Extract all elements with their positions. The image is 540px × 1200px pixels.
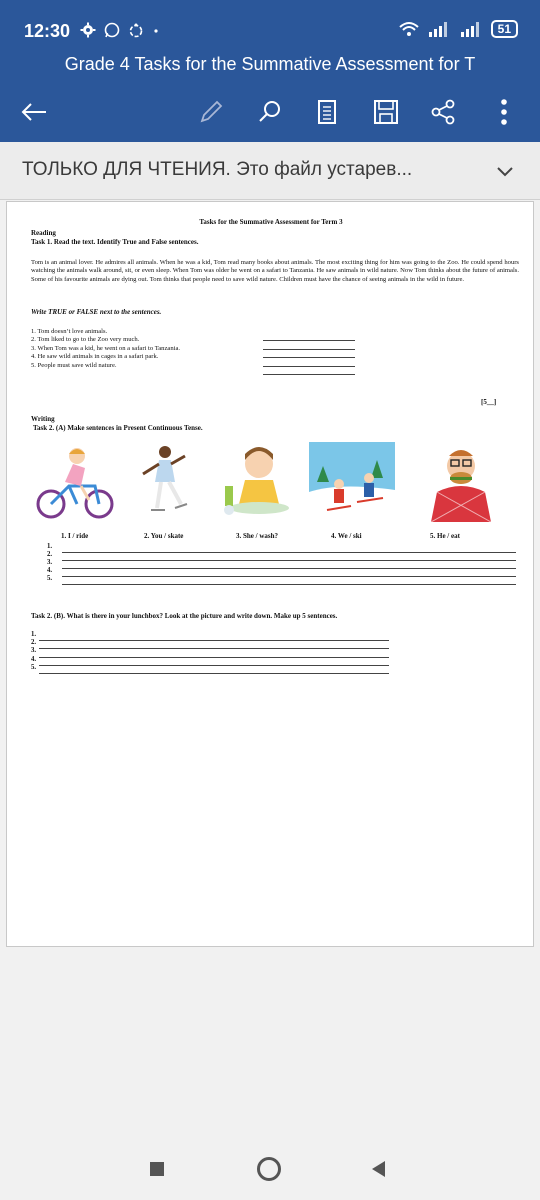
statement-item: 3. When Tom was a kid, he went on a safari to Tanzania.: [31, 344, 181, 352]
answer-line: [62, 561, 516, 569]
save-icon[interactable]: [368, 94, 404, 130]
answer-line: [263, 333, 355, 341]
more-icon[interactable]: [486, 94, 522, 130]
toolbar: [0, 90, 540, 130]
answer-line: [39, 641, 389, 649]
picture-label: 4. We / ski: [331, 532, 362, 540]
gear-icon: [80, 22, 96, 38]
line-number: 2.: [47, 551, 53, 558]
task2b-answer-lines: [39, 633, 389, 674]
answer-line: [39, 666, 389, 674]
task2a-numbers: [47, 543, 52, 583]
battery-indicator: 51: [491, 20, 518, 38]
statement-item: 1. Tom doesn’t love animals.: [31, 328, 108, 335]
line-number: 2.: [31, 639, 37, 647]
section-writing-heading: Writing: [31, 415, 55, 423]
line-number: 5.: [31, 663, 37, 671]
true-false-instruction: Write TRUE or FALSE next to the sentences.: [31, 308, 162, 316]
line-number: 3.: [31, 647, 37, 655]
score-box: [5__]: [481, 398, 497, 406]
home-circle-icon[interactable]: [254, 1154, 284, 1184]
girl-riding-bike-picture: [35, 442, 121, 522]
back-arrow-icon[interactable]: [16, 94, 52, 130]
chevron-down-icon[interactable]: [494, 160, 516, 182]
statement-item: 2. Tom liked to go to the Zoo very much.: [31, 336, 140, 344]
task2b-numbers: [31, 631, 36, 672]
answer-line: [263, 367, 355, 375]
sync-icon: [128, 22, 144, 38]
read-only-banner-text: ТОЛЬКО ДЛЯ ЧТЕНИЯ. Это файл устарев...: [22, 159, 413, 180]
document-title: Grade 4 Tasks for the Summative Assessment for T: [64, 54, 476, 74]
line-number: 4.: [47, 567, 53, 574]
picture-label: 3. She / wash?: [236, 532, 279, 540]
answer-line: [39, 633, 389, 641]
whatsapp-icon: [104, 22, 120, 38]
wifi-icon: [399, 21, 419, 37]
picture-label: 5. He / eat: [430, 532, 460, 540]
search-icon[interactable]: [252, 94, 288, 130]
statement-item: 4. He saw wild animals in cages in a safari park.: [31, 353, 159, 361]
line-number: 5.: [47, 575, 53, 582]
line-number: 4.: [31, 655, 37, 663]
signal-icon: [427, 21, 451, 37]
task2a-heading: Task 2. (A) Make sentences in Present Continuous Tense.: [33, 424, 203, 432]
answer-line: [263, 341, 355, 349]
recents-square-icon[interactable]: [142, 1154, 172, 1184]
statement-item: 5. People must save wild nature.: [31, 361, 117, 369]
answer-line: [39, 649, 389, 657]
document-page[interactable]: [6, 201, 534, 947]
girl-skating-picture: [125, 442, 211, 522]
girl-washing-picture: [215, 442, 301, 522]
reading-paragraph: Tom is an animal lover. He admires all animals. When he was a kid, Tom read many books about animals. The most exciting thing for him was going to the Zoo. He could spend hours watching the animals walk around, sit, or even sleep. When Tom was older he went on a safari to Tanzania. He saw animals in wild nature. Now Tom thinks about the future of animals. Some of his favourite animals are dying out. Tom thinks that people need to save wild nature. Children must have the chance of seeing animals in the wild in future.: [31, 259, 519, 283]
answer-lines: [263, 333, 355, 375]
back-triangle-icon[interactable]: [364, 1154, 394, 1184]
answer-line: [263, 350, 355, 358]
answer-line: [62, 577, 516, 585]
share-icon[interactable]: [425, 94, 461, 130]
status-time: 12:30: [24, 21, 71, 41]
picture-label: 2. You / skate: [144, 532, 184, 540]
reading-view-icon[interactable]: [309, 94, 345, 130]
answer-line: [62, 545, 516, 553]
line-number: 1.: [31, 631, 37, 638]
answer-line: [62, 569, 516, 577]
kids-skiing-picture: [309, 442, 395, 522]
picture-label: 1. I / ride: [61, 532, 89, 540]
section-reading-heading: Reading: [31, 229, 56, 237]
page-title: Tasks for the Summative Assessment for Term 3: [199, 218, 343, 226]
line-number: 3.: [47, 559, 53, 566]
answer-line: [263, 358, 355, 366]
signal-icon: [459, 21, 483, 37]
answer-line: [39, 658, 389, 666]
read-only-banner[interactable]: [0, 142, 540, 200]
status-bar: [0, 0, 540, 60]
task2b-heading: Task 2. (B). What is there in your lunchbox? Look at the picture and write down. Make up 5 sentences.: [31, 612, 338, 620]
navigation-bar: [0, 1136, 540, 1200]
status-icons-left: [80, 22, 160, 38]
answer-line: [62, 553, 516, 561]
dot-icon: [152, 22, 160, 38]
pencil-icon[interactable]: [193, 94, 229, 130]
task1-heading: Task 1. Read the text. Identify True and False sentences.: [31, 238, 199, 246]
task2a-answer-lines: [62, 545, 516, 585]
status-icons-right: [399, 20, 518, 38]
line-number: 1.: [47, 543, 53, 550]
app-header: [0, 0, 540, 142]
statement-list: [31, 328, 180, 370]
man-eating-burger-picture: [419, 442, 505, 522]
